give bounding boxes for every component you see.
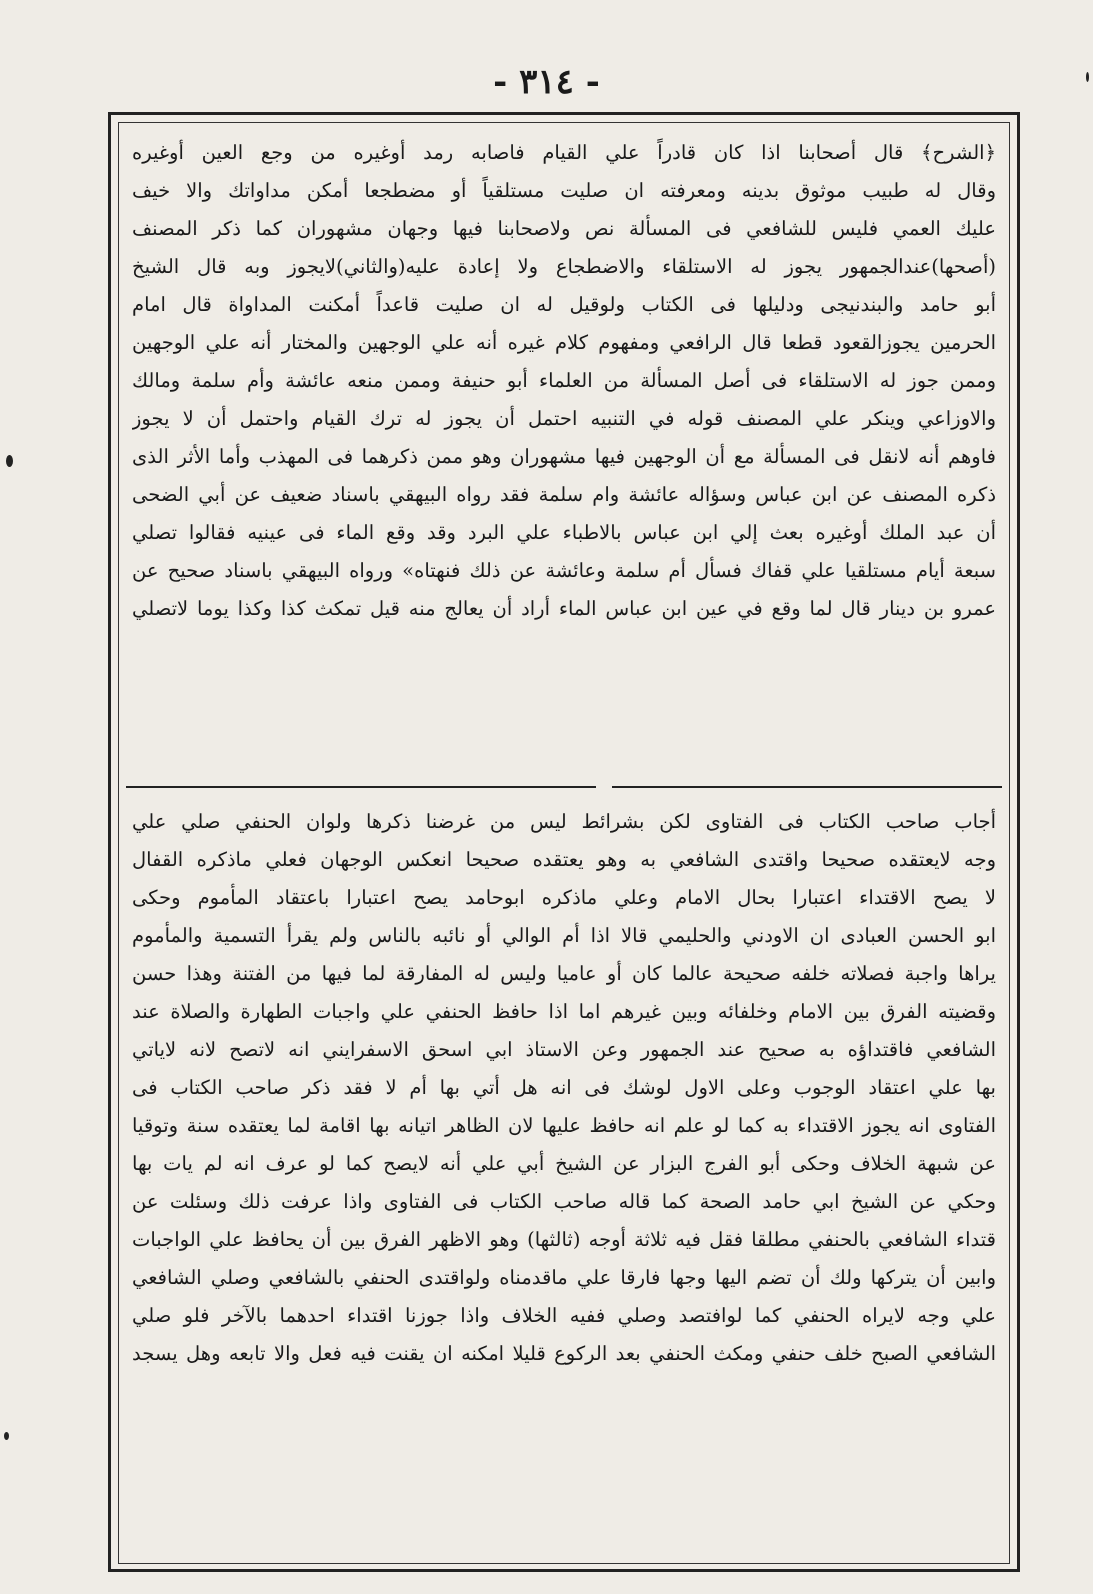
text-line: فاوهم أنه لانقل فى المسألة مع أن الوجهين فيها مشهوران وهو ممن ذكرهما فى المهذب وأما الأثر الذى (132, 445, 996, 468)
text-line: الفتاوى انه يجوز الاقتداء به كما لو علم انه حافظ عليها لان الظاهر اتيانه بها اقامة لما يعتقده سنة وتوقيا (132, 1114, 996, 1137)
page-number: - ٣١٤ - (493, 62, 600, 102)
text-line: علي وجه لايراه الحنفي كما لوافتصد وصلي ففيه الخلاف واذا جوزنا اقتداء احدهما بالآخر فلو صلي (132, 1304, 996, 1327)
text-line: أبو حامد والبندنيجى ودليلها فى الكتاب ولوقيل له ان صليت قاعداً أمكنت المداواة قال امام (132, 293, 996, 316)
text-line: عن شبهة الخلاف وحكى أبو الفرج البزار عن الشيخ أبي علي أنه لايصح كما لو عرف انه لم يات بها (132, 1152, 996, 1175)
text-line: الشافعي الصبح خلف حنفي ومكث الحنفي بعد الركوع قليلا امكنه ان يقنت فيه فعل والا تابعه وهل يسجد (132, 1342, 996, 1365)
text-line: ابو الحسن العبادى ان الاودني والحليمي قالا اذا أم الوالي أو نائبه بالناس ولم يقرأ التسمية والمأموم (132, 924, 996, 947)
text-line: وابين أن يتركها ولك أن تضم اليها وجها فارقا علي ماقدمناه ولواقتدى الحنفي بالشافعي وصلي الشافعي (132, 1266, 996, 1289)
text-line: لا يصح الاقتداء اعتبارا بحال الامام وعلي ماذكره ابوحامد يصح اعتبارا باعتقاد المأموم وحكى (132, 886, 996, 909)
text-line: وممن جوز له الاستلقاء فى أصل المسألة من العلماء أبو حنيفة وممن منعه عائشة وأم سلمة ومالك (132, 369, 996, 392)
text-line: سبعة أيام مستلقيا علي قفاك فسأل أم سلمة وعائشة عن ذلك فنهتاه» ورواه البيهقي باسناد صحيح عن (132, 559, 996, 582)
lower-text-block (132, 803, 996, 1373)
text-line: والاوزاعي وينكر علي المصنف قوله في التنبيه احتمل أن يجوز له ترك القيام واحتمل أن لا يجوز (132, 407, 996, 430)
scan-speck (1086, 72, 1089, 82)
text-line: وقضيته الفرق بين الامام وخلفائه وبين غيرهم اما اذا حافظ الحنفي علي واجبات الطهارة والصلاة عند (132, 1000, 996, 1023)
text-line: ذكره المصنف عن ابن عباس وسؤاله عائشة وام سلمة فقد رواه البيهقي باسناد ضعيف عن أبي الضحى (132, 483, 996, 506)
sharh-text-block (132, 134, 996, 628)
text-line: الحرمين يجوزالقعود قطعا قال الرافعي ومفهوم كلام غيره أنه علي الوجهين والمختار أنه علي الوجهين (132, 331, 996, 354)
text-line: الشافعي فاقتداؤه به صحيح عند الجمهور وعن الاستاذ ابي اسحق الاسفرايني انه لاتصح لانه لاياتي (132, 1038, 996, 1061)
text-line: ﴿الشرح﴾ قال أصحابنا اذا كان قادراً علي القيام فاصابه رمد أوغيره من وجع العين أوغيره (132, 141, 996, 164)
divider-rule-left (126, 786, 596, 788)
text-line: وقال له طبيب موثوق بدينه ومعرفته ان صليت مستلقياً أو مضطجعا أمكن مداواتك والا خيف (132, 179, 996, 202)
section-divider (126, 786, 1002, 796)
text-line: أجاب صاحب الكتاب فى الفتاوى لكن بشرائط ليس من غرضنا ذكرها ولوان الحنفي صلي علي (132, 810, 996, 833)
scan-speck (4, 1432, 9, 1440)
divider-rule-right (612, 786, 1002, 788)
text-line: بها علي اعتقاد الوجوب وعلى الاول لوشك فى انه هل أتي بها أم لا فقد ذكر صاحب الكتاب فى (132, 1076, 996, 1099)
scan-speck (6, 455, 13, 467)
text-line: وحكي عن الشيخ ابي حامد الصحة كما قاله صاحب الكتاب فى الفتاوى واذا عرفت ذلك وسئلت عن (132, 1190, 996, 1213)
text-line: عليك العمي فليس للشافعي فى المسألة نص ولاصحابنا فيها وجهان مشهوران كما ذكر المصنف (132, 217, 996, 240)
text-line: وجه لايعتقده صحيحا واقتدى الشافعي به وهو يعتقده صحيحا انعكس الوجهان فعلي ماذكره القفال (132, 848, 996, 871)
text-line: قتداء الشافعي بالحنفي مطلقا فقل فيه ثلاثة أوجه (ثالثها) وهو الاظهر الفرق بين أن يحافظ علي الواجبات (132, 1228, 996, 1251)
text-line: أن عبد الملك أوغيره بعث إلي ابن عباس بالاطباء علي البرد وقد وقع الماء فى عينيه فقالوا تصلي (132, 521, 996, 544)
text-line: يراها واجبة فصلاته خلفه صحيحة عالما كان أو عاميا وليس له المفارقة لما فيها من الفتنة وهذا حسن (132, 962, 996, 985)
text-line: (أصحها)عندالجمهور يجوز له الاستلقاء والاضطجاع ولا إعادة عليه(والثاني)لايجوز وبه قال الشيخ (132, 255, 996, 278)
text-line: عمرو بن دينار قال لما وقع في عين ابن عباس الماء أراد أن يعالج منه قيل تمكث كذا وكذا يوما لاتصلي (132, 597, 996, 620)
